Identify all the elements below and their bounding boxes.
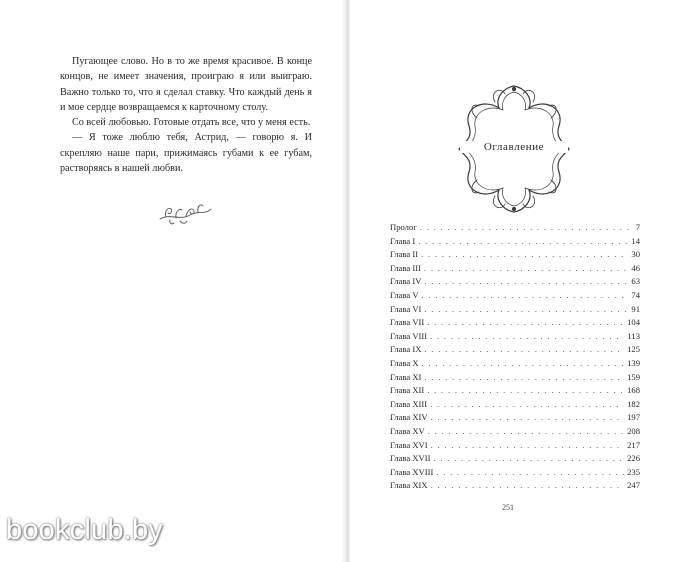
paragraph: — Я тоже люблю тебя, Астрид, — говорю я. И скрепляю наше пари, прижимаясь губами к ее губам, растворяясь в нашей любви. bbox=[60, 132, 312, 175]
toc-entry-page: 46 bbox=[631, 262, 640, 273]
toc-leader-dots bbox=[431, 412, 625, 422]
toc-entry-label: Глава VII bbox=[390, 317, 425, 328]
toc-entry bbox=[390, 453, 640, 467]
paragraph: Со всей любовью. Готовые отдать все, что у меня есть. bbox=[72, 117, 311, 129]
toc-entry-page: 197 bbox=[627, 412, 640, 423]
toc-entry-label: Глава XV bbox=[390, 425, 425, 436]
toc-leader-dots bbox=[424, 372, 624, 382]
toc-entry-label: Глава XII bbox=[390, 385, 425, 396]
toc-entry-page: 208 bbox=[627, 425, 640, 436]
toc-leader-dots bbox=[427, 317, 624, 327]
toc-entry-label: Глава XVI bbox=[390, 439, 428, 450]
toc-entry-page: 217 bbox=[627, 439, 640, 450]
toc-leader-dots bbox=[431, 480, 625, 490]
toc-entry-page: 14 bbox=[631, 235, 640, 246]
toc-entry bbox=[390, 412, 640, 426]
left-page bbox=[0, 0, 344, 562]
toc-leader-dots bbox=[422, 290, 629, 300]
toc-entry-label: Глава XI bbox=[390, 371, 422, 382]
toc-entry bbox=[390, 480, 640, 494]
toc-entry-label: Глава XIX bbox=[390, 480, 428, 491]
toc-entry bbox=[390, 263, 640, 277]
toc-entry-page: 7 bbox=[635, 222, 640, 232]
toc-entry bbox=[390, 290, 640, 304]
toc-entry-page: 247 bbox=[627, 480, 640, 491]
toc-entry-label: Глава VIII bbox=[390, 330, 428, 341]
toc-entry-page: 125 bbox=[627, 344, 640, 355]
toc-entry-label: Глава II bbox=[390, 249, 419, 260]
toc-entry-label: Глава XVIII bbox=[390, 466, 434, 477]
toc-entry-label: Глава IX bbox=[390, 344, 422, 355]
toc-leader-dots bbox=[436, 467, 624, 477]
toc-leader-dots bbox=[430, 399, 624, 409]
toc-entry-page: 226 bbox=[627, 453, 640, 464]
toc-entry bbox=[390, 331, 640, 345]
toc-entry bbox=[390, 440, 640, 454]
toc-entry-page: 30 bbox=[631, 249, 640, 260]
toc-title: Оглавление bbox=[460, 141, 568, 153]
flourish-ornament-icon bbox=[156, 197, 214, 227]
toc-entry bbox=[390, 222, 640, 236]
toc-leader-dots bbox=[427, 385, 624, 395]
toc-entry-label: Глава XIV bbox=[390, 412, 428, 423]
toc-leader-dots bbox=[418, 236, 628, 246]
toc-entry-label: Глава X bbox=[390, 357, 419, 368]
toc-leader-dots bbox=[430, 331, 624, 341]
page-number: 251 bbox=[502, 503, 514, 512]
toc-leader-dots bbox=[424, 276, 628, 286]
toc-leader-dots bbox=[420, 222, 633, 232]
toc-leader-dots bbox=[421, 249, 628, 259]
paragraph: Пугающее слово. Но в то же время красивое. В конце концов, не имеет значения, проиграю я или выиграю. Важно только то, что я сделал ставку. Что каждый день я и мое сердце возвращаемся к карточному столу. bbox=[60, 56, 312, 113]
toc-leader-dots bbox=[433, 453, 624, 463]
toc-entry bbox=[390, 358, 640, 372]
toc-entry-page: 139 bbox=[627, 357, 640, 368]
toc-entry-page: 104 bbox=[627, 317, 640, 328]
toc-entry-label: Глава V bbox=[390, 289, 419, 300]
toc-leader-dots bbox=[424, 304, 628, 314]
body-text bbox=[60, 54, 312, 176]
toc-entry bbox=[390, 276, 640, 290]
toc-leader-dots bbox=[428, 426, 624, 436]
toc-entry-label: Глава IV bbox=[390, 276, 422, 287]
toc-entry bbox=[390, 426, 640, 440]
toc-entry bbox=[390, 236, 640, 250]
toc-entry bbox=[390, 467, 640, 481]
toc-leader-dots bbox=[424, 344, 624, 354]
toc-entry-label: Глава III bbox=[390, 262, 421, 273]
toc-leader-dots bbox=[431, 440, 625, 450]
toc-entry-label: Глава I bbox=[390, 235, 416, 246]
toc-entry bbox=[390, 344, 640, 358]
toc-entry-label: Глава VI bbox=[390, 303, 422, 314]
toc-entry-page: 235 bbox=[627, 466, 640, 477]
toc-entry-label: Глава XVII bbox=[390, 453, 431, 464]
toc-entry-page: 182 bbox=[627, 398, 640, 409]
table-of-contents bbox=[390, 222, 640, 494]
toc-entry bbox=[390, 385, 640, 399]
toc-entry-page: 63 bbox=[631, 276, 640, 287]
toc-entry-page: 74 bbox=[631, 289, 640, 300]
toc-entry bbox=[390, 304, 640, 318]
toc-entry-label: Пролог bbox=[390, 222, 417, 232]
toc-entry-page: 159 bbox=[627, 371, 640, 382]
toc-entry bbox=[390, 317, 640, 331]
toc-entry-page: 168 bbox=[627, 385, 640, 396]
watermark-logo: bookclub.by bbox=[6, 514, 163, 546]
toc-leader-dots bbox=[424, 263, 628, 273]
toc-entry bbox=[390, 399, 640, 413]
toc-entry-page: 113 bbox=[627, 330, 640, 341]
toc-entry-label: Глава XIII bbox=[390, 398, 428, 409]
toc-entry bbox=[390, 249, 640, 263]
toc-leader-dots bbox=[422, 358, 625, 368]
toc-entry bbox=[390, 372, 640, 386]
toc-entry-page: 91 bbox=[631, 303, 640, 314]
